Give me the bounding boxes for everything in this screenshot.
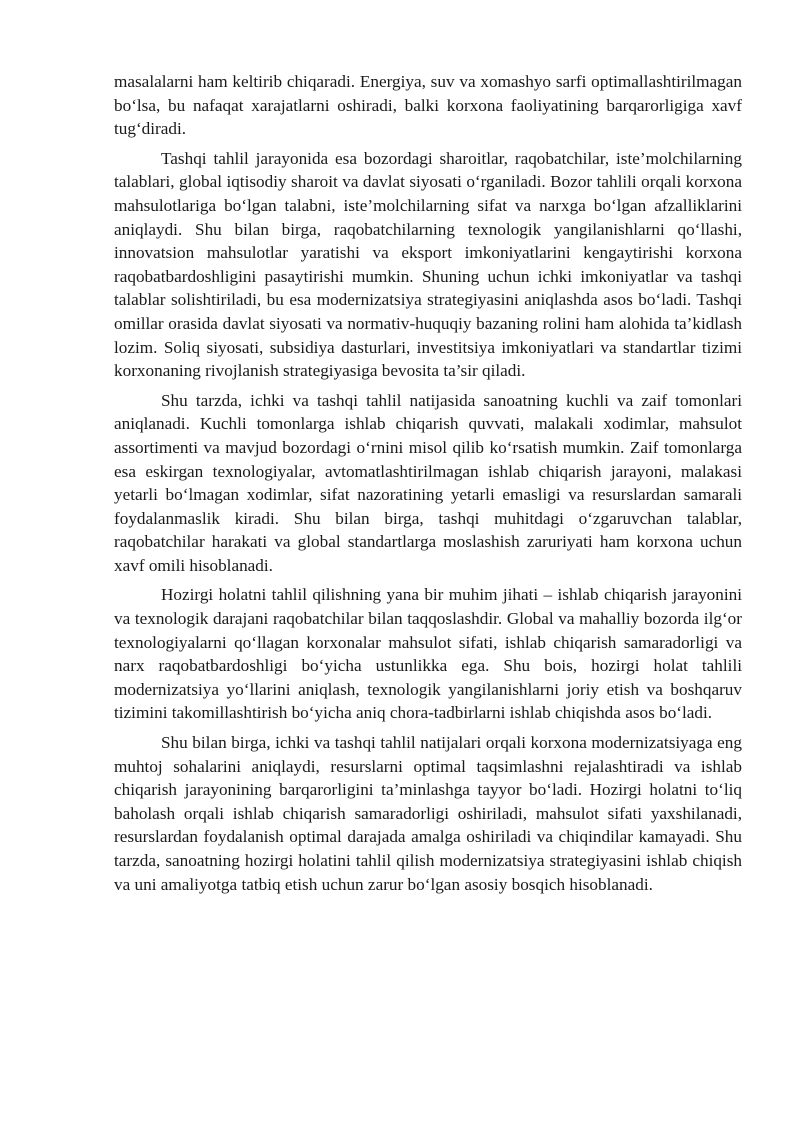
document-page xyxy=(114,70,742,902)
paragraph-external-analysis: Tashqi tahlil jarayonida esa bozordagi sharoitlar, raqobatchilar, iste’molchilarning talablari, global iqtisodiy sharoit va davlat siyosati o‘rganiladi. Bozor tahlili orqali korxona mahsulotlariga bo‘lgan talabni, iste’molchilarning sifat va narxga bo‘lgan afzalliklarini aniqlaydi. Shu bilan birga, raqobatchilarning texnologik yangilanishlarni qo‘llashi, innovatsion mahsulotlar yaratishi va eksport imkoniyatlarini kengaytirishi korxona raqobatbardoshligini pasaytirishi mumkin. Shuning uchun ichki imkoniyatlar va tashqi talablar solishtiriladi, bu esa modernizatsiya strategiyasini aniqlashda asos bo‘ladi. Tashqi omillar orasida davlat siyosati va normativ-huquqiy bazaning rolini ham alohida ta’kidlash lozim. Soliq siyosati, subsidiya dasturlari, investitsiya imkoniyatlari va standartlar tizimi korxonaning rivojlanish strategiyasiga bevosita ta’sir qiladi. xyxy=(114,148,742,381)
paragraph-competitor-comparison: Hozirgi holatni tahlil qilishning yana bir muhim jihati – ishlab chiqarish jarayonini va texnologik darajani raqobatchilar bilan taqqoslashdir. Global va mahalliy bozorda ilg‘or texnologiyalarni qo‘llagan korxonalar mahsulot sifati, ishlab chiqarish samaradorligi va narx raqobatbardoshligi bo‘yicha ustunlikka ega. Shu bois, hozirgi holat tahlili modernizatsiya yo‘llarini aniqlash, texnologik yangilanishlarni joriy etish va boshqaruv tizimini takomillashtirish bo‘yicha aniq chora-tadbirlarni ishlab chiqishda asos bo‘ladi. xyxy=(114,585,742,723)
paragraph-strengths-weaknesses: Shu tarzda, ichki va tashqi tahlil natijasida sanoatning kuchli va zaif tomonlari aniqlanadi. Kuchli tomonlarga ishlab chiqarish quvvati, malakali xodimlar, mahsulot assortimenti va mavjud bozordagi o‘rnini misol qilib ko‘rsatish mumkin. Zaif tomonlarga esa eskirgan texnologiyalar, avtomatlashtirilmagan ishlab chiqarish jarayoni, malakasi yetarli bo‘lmagan xodimlar, sifat nazoratining yetarli emasligi va resurslardan samarali foydalanmaslik kiradi. Shu bilan birga, tashqi muhitdagi o‘zgaruvchan talablar, raqobatchilar harakati va global standartlarga moslashish zaruriyati ham korxona uchun xavf omili hisoblanadi. xyxy=(114,390,742,575)
paragraph-continuation: masalalarni ham keltirib chiqaradi. Energiya, suv va xomashyo sarfi optimallashtirilmagan bo‘lsa, bu nafaqat xarajatlarni oshiradi, balki korxona faoliyatining barqarorligiga xavf tug‘diradi. xyxy=(114,72,742,139)
paragraph-conclusion: Shu bilan birga, ichki va tashqi tahlil natijalari orqali korxona modernizatsiyaga eng muhtoj sohalarini aniqlaydi, resurslarni optimal taqsimlashni rejalashtiradi va ishlab chiqarish jarayonining barqarorligini ta’minlashga tayyor bo‘ladi. Hozirgi holatni to‘liq baholash orqali ishlab chiqarish samaradorligi oshiriladi, mahsulot sifati yaxshilanadi, resurslardan foydalanish optimal darajada amalga oshiriladi va chiqindilar kamayadi. Shu tarzda, sanoatning hozirgi holatini tahlil qilish modernizatsiya strategiyasini ishlab chiqish va uni amaliyotga tatbiq etish uchun zarur bo‘lgan asosiy bosqich hisoblanadi. xyxy=(114,733,742,894)
